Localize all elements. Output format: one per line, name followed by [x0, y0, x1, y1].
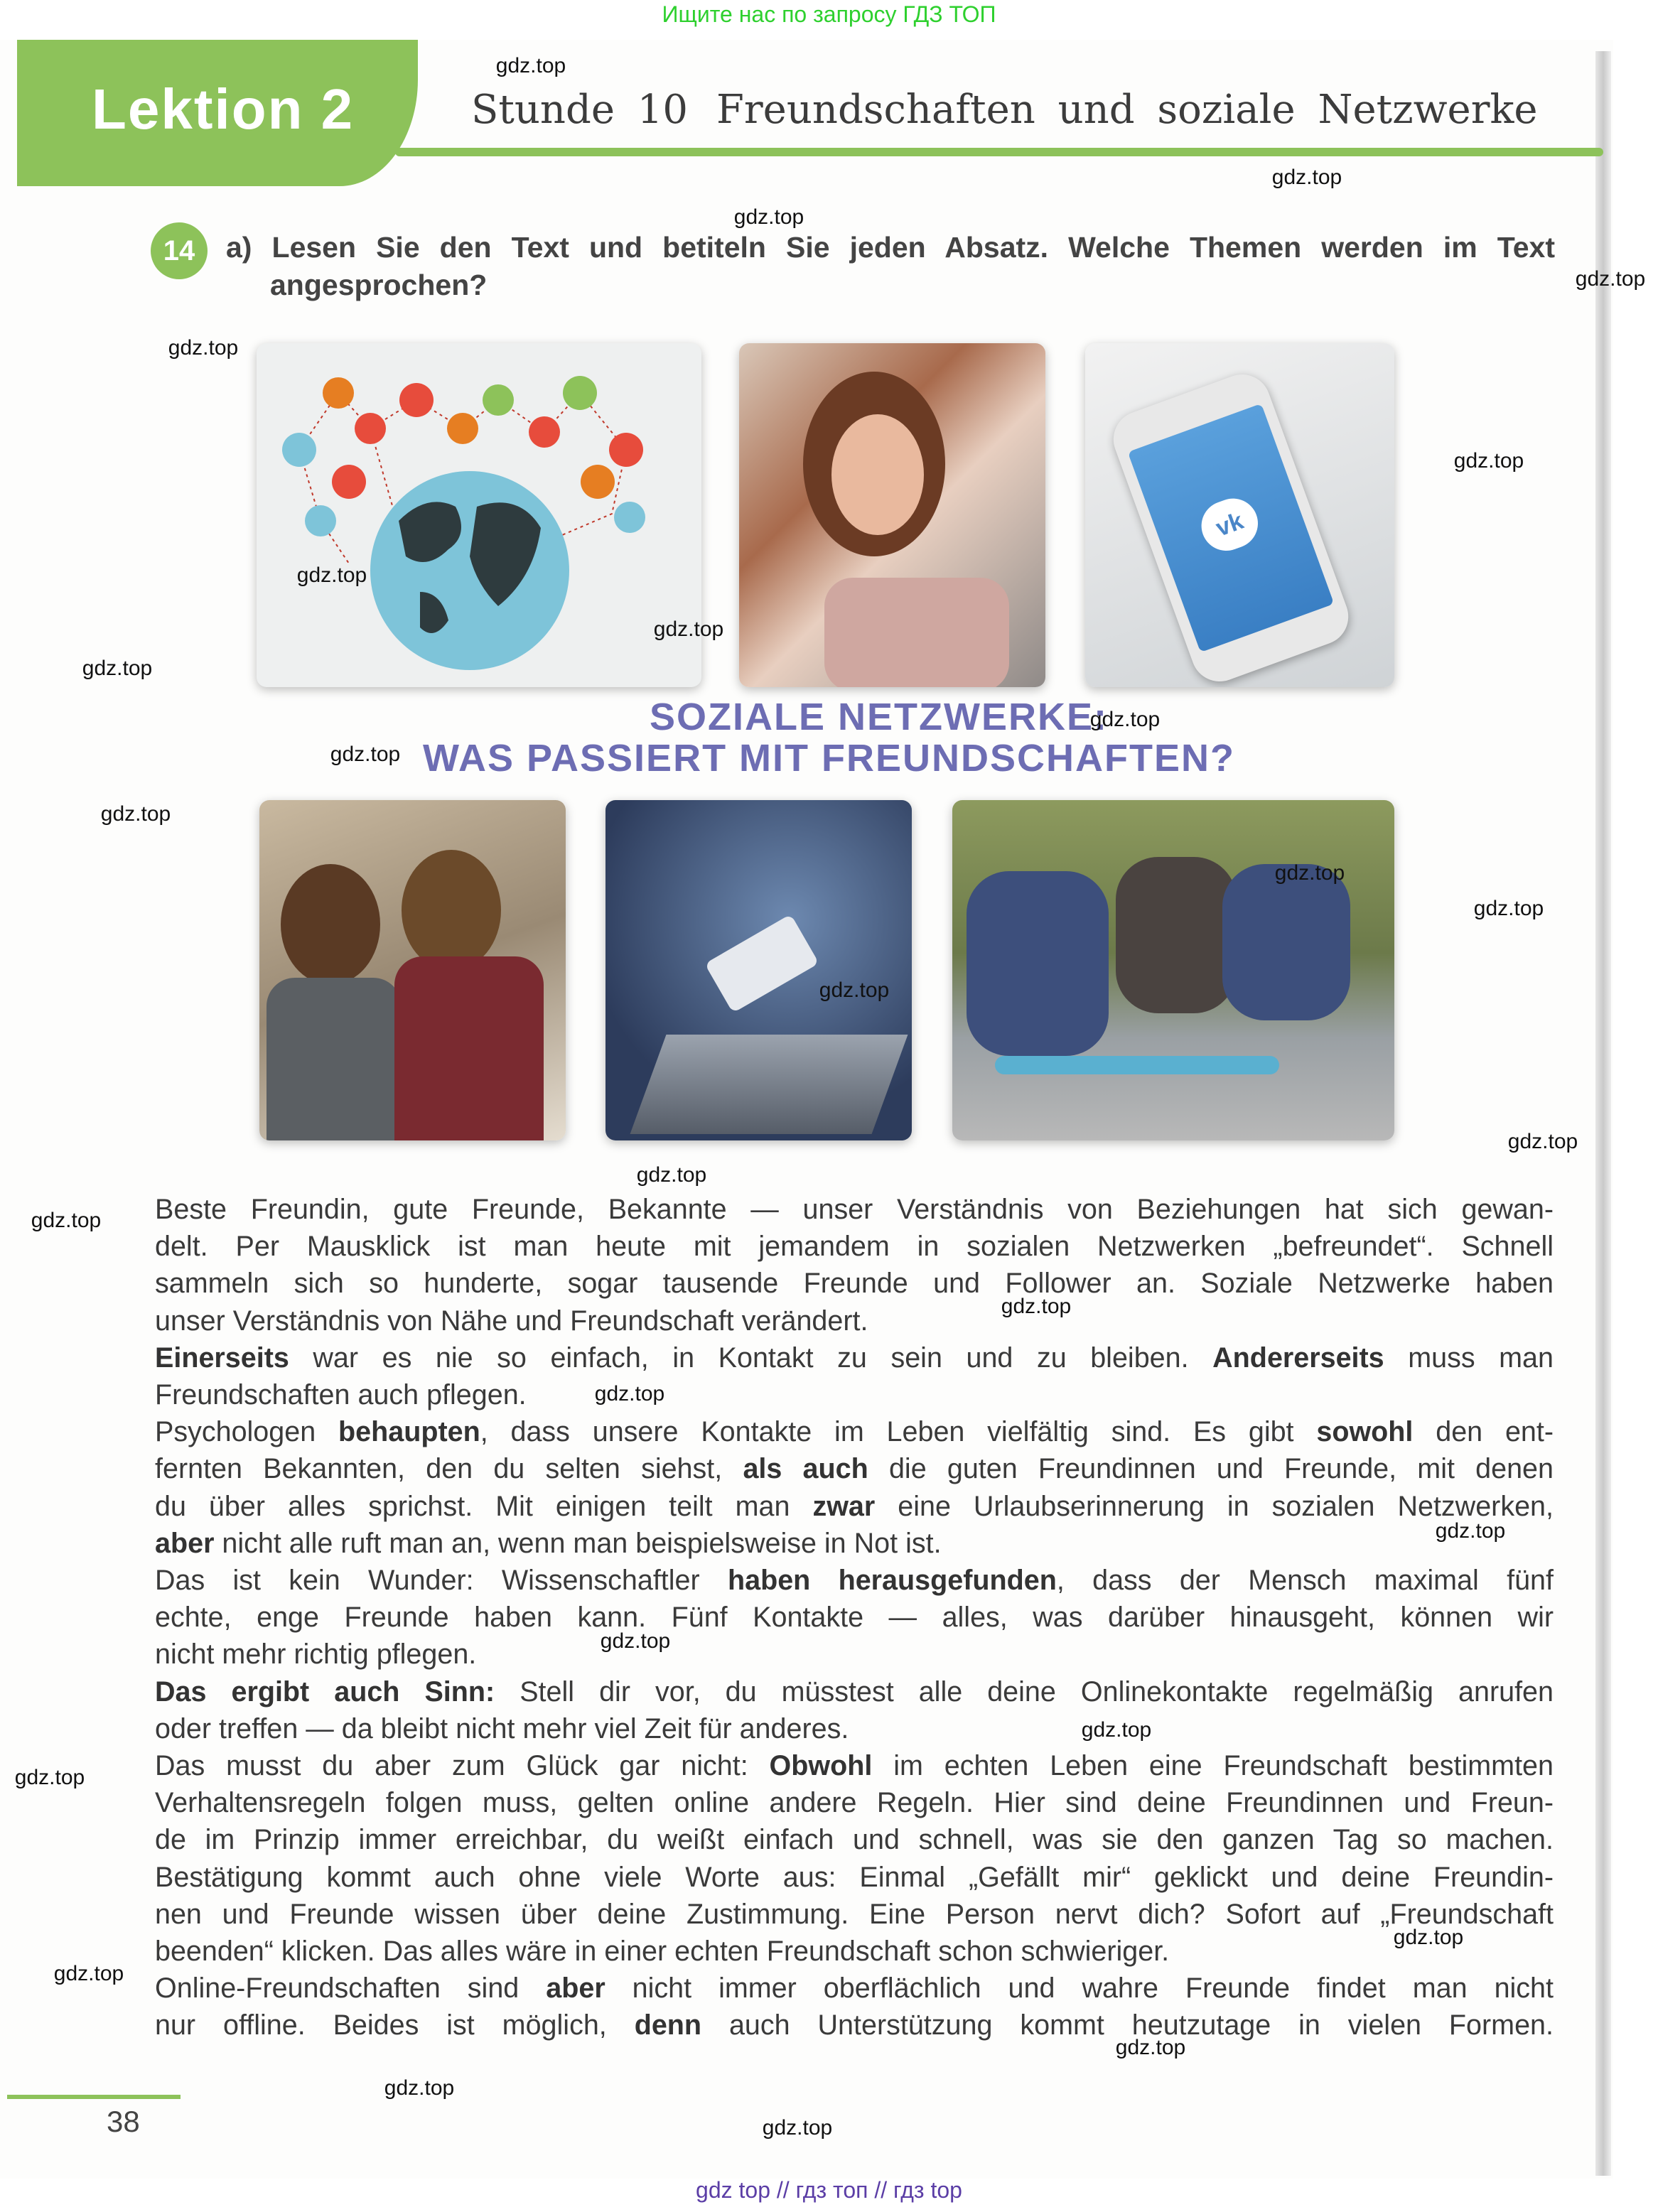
text-run: im echten Leben eine Freundschaft bestimmten	[872, 1750, 1554, 1782]
watermark: gdz.top	[1115, 2036, 1186, 2059]
text-run: oder treffen — da bleibt nicht mehr viel Zeit für anderes.	[155, 1712, 849, 1744]
watermark: gdz.top	[1507, 1130, 1578, 1153]
bold-phrase: Einerseits	[155, 1342, 289, 1374]
bold-phrase: sowohl	[1316, 1416, 1414, 1448]
lesson-label: Lektion 2	[92, 77, 355, 141]
text-run: delt. Per Mausklick ist man heute mit jemandem in sozialen Netzwerken „befreundet“. Schnell	[155, 1231, 1554, 1263]
text-run: nen und Freunde wissen über deine Zustimmung. Eine Person nervt dich? Sofort auf „Freundschaft	[155, 1898, 1554, 1930]
text-line	[155, 1821, 1554, 1858]
lesson-title: Freundschaften und soziale Netzwerke	[716, 87, 1538, 133]
watermark: gdz.top	[636, 1163, 707, 1187]
text-line	[155, 1228, 1554, 1265]
exercise-instruction	[226, 229, 1555, 304]
text-run: eine Urlaubserinnerung in sozialen Netzwerken,	[875, 1490, 1554, 1522]
lesson-number: Stunde 10	[471, 87, 689, 133]
text-line	[155, 1562, 1554, 1599]
page-number: 38	[107, 2105, 140, 2138]
watermark: gdz.top	[1575, 267, 1646, 291]
hand-phone-laptop-image	[605, 800, 912, 1140]
watermark: gdz.top	[495, 54, 566, 77]
text-run: war es nie so einfach, in Kontakt zu sein und zu bleiben.	[289, 1342, 1213, 1374]
bold-phrase: haben herausgefunden	[727, 1565, 1057, 1597]
teens-with-phones-image	[952, 800, 1394, 1140]
watermark: gdz.top	[1089, 708, 1161, 731]
text-line	[155, 1265, 1554, 1302]
text-line	[155, 1413, 1554, 1450]
bold-phrase: Obwohl	[769, 1750, 873, 1782]
text-run: die guten Freundinnen und Freunde, mit denen	[868, 1453, 1554, 1485]
instruction-line: a) Lesen Sie den Text und betiteln Sie jeden Absatz. Welche Themen werden im Text	[226, 231, 1555, 264]
text-line	[155, 1970, 1554, 2007]
page-edge	[1595, 51, 1611, 2176]
girl-with-phone-image	[739, 343, 1045, 687]
vk-logo-icon: vk	[1195, 492, 1265, 558]
watermark: gdz.top	[1001, 1295, 1072, 1318]
smartphone-vk-app-image	[1085, 343, 1394, 687]
bold-phrase: zwar	[812, 1490, 876, 1522]
watermark: gdz.top	[819, 978, 890, 1002]
watermark: gdz.top	[594, 1382, 665, 1406]
text-run: Stell dir vor, du müsstest alle deine Onlinekontakte regelmäßig anrufen	[495, 1676, 1554, 1707]
header-divider	[395, 148, 1603, 156]
watermark: gdz.top	[1435, 1519, 1506, 1543]
text-line	[155, 1710, 1554, 1747]
watermark: gdz.top	[653, 617, 724, 641]
text-run: beenden“ klicken. Das alles wäre in einer echten Freundschaft schon schwieriger.	[155, 1936, 1170, 1968]
text-line	[155, 1896, 1554, 1933]
text-run: auch Unterstützung kommt heutzutage in vielen Formen.	[701, 2009, 1554, 2041]
watermark: gdz.top	[296, 563, 367, 587]
watermark: gdz.top	[1473, 897, 1544, 920]
article-heading	[0, 696, 1658, 779]
text-run: sammeln sich so hunderte, sogar tausende Freunde und Follower an. Soziale Netzwerke haben	[155, 1268, 1554, 1300]
text-line	[155, 1191, 1554, 1228]
text-line	[155, 1673, 1554, 1710]
watermark: gdz.top	[31, 1209, 102, 1232]
social-network-globe-image	[257, 343, 701, 687]
watermark: gdz.top	[1274, 861, 1345, 885]
text-run: den ent-	[1413, 1416, 1554, 1448]
watermark: gdz.top	[168, 336, 239, 360]
search-banner[interactable]: Ищите нас по запросу ГДЗ ТОП	[662, 1, 996, 27]
text-run: Verhaltensregeln folgen muss, gelten online andere Regeln. Hier sind deine Freundinnen und Freun-	[155, 1787, 1554, 1819]
text-line	[155, 1784, 1554, 1821]
text-line	[155, 1376, 1554, 1413]
text-run: nur offline. Beides ist möglich,	[155, 2009, 635, 2041]
text-line	[155, 1302, 1554, 1339]
text-run: du über alles sprichst. Mit einigen teilt man	[155, 1490, 813, 1522]
instruction-line: angesprochen?	[270, 269, 488, 301]
bold-phrase: Andererseits	[1212, 1342, 1384, 1374]
bold-phrase: aber	[546, 1973, 605, 2005]
text-run: Freundschaften auch pflegen.	[155, 1379, 527, 1411]
watermark: gdz.top	[1453, 449, 1524, 473]
text-line	[155, 1525, 1554, 1562]
bold-phrase: aber	[155, 1527, 215, 1559]
globe-network-illustration	[257, 343, 701, 687]
watermark: gdz.top	[1393, 1926, 1464, 1949]
text-run: nicht alle ruft man an, wenn man beispielsweise in Not ist.	[214, 1527, 942, 1559]
text-line	[155, 1747, 1554, 1784]
bold-phrase: Das ergibt auch Sinn:	[155, 1676, 495, 1707]
text-line	[155, 1859, 1554, 1896]
text-run: Psychologen	[155, 1416, 338, 1448]
lesson-tab	[17, 40, 418, 186]
text-run: fernten Bekannten, den du selten siehst,	[155, 1453, 743, 1485]
text-line	[155, 1339, 1554, 1376]
text-run: nicht mehr richtig pflegen.	[155, 1639, 477, 1671]
heading-line-1: SOZIALE NETZWERKE:	[650, 696, 1108, 738]
watermark: gdz.top	[14, 1766, 85, 1789]
watermark: gdz.top	[53, 1962, 124, 1985]
watermark: gdz.top	[82, 657, 153, 680]
text-line	[155, 1636, 1554, 1673]
text-run: unser Verständnis von Nähe und Freundschaft verändert.	[155, 1305, 868, 1337]
watermark: gdz.top	[733, 205, 804, 229]
text-run: nicht immer oberflächlich und wahre Freunde findet man nicht	[605, 1973, 1554, 2005]
page-number-divider	[7, 2095, 181, 2099]
article-body	[155, 1191, 1554, 2044]
text-line	[155, 1488, 1554, 1525]
bold-phrase: denn	[634, 2009, 702, 2041]
text-line	[155, 1933, 1554, 1970]
watermark: gdz.top	[384, 2076, 455, 2100]
page-title	[471, 87, 1538, 133]
watermark: gdz.top	[330, 743, 401, 766]
text-run: de im Prinzip immer erreichbar, du weißt einfach und schnell, was sie den ganzen Tag so machen.	[155, 1824, 1554, 1856]
watermark: gdz.top	[762, 2116, 833, 2140]
text-run: muss man	[1384, 1342, 1554, 1374]
text-line	[155, 2007, 1554, 2044]
text-line	[155, 1450, 1554, 1487]
bold-phrase: behaupten	[338, 1416, 480, 1448]
footer-links[interactable]: gdz top // гдз топ // гдз top	[696, 2177, 962, 2203]
watermark: gdz.top	[600, 1629, 671, 1653]
text-run: , dass unsere Kontakte im Leben vielfältig sind. Es gibt	[480, 1416, 1317, 1448]
text-run: Bestätigung kommt auch ohne viele Worte aus: Einmal „Gefällt mir“ geklickt und deine Freundin-	[155, 1861, 1554, 1893]
watermark: gdz.top	[1081, 1718, 1152, 1742]
text-run: Beste Freundin, gute Freunde, Bekannte — unser Verständnis von Beziehungen hat sich gewan-	[155, 1194, 1554, 1225]
text-run: Das ist kein Wunder: Wissenschaftler	[155, 1565, 728, 1597]
text-run: Das musst du aber zum Glück gar nicht:	[155, 1750, 770, 1782]
text-run: echte, enge Freunde haben kann. Fünf Kontakte — alles, was darüber hinausgeht, können wir	[155, 1602, 1554, 1634]
text-run: Online-Freundschaften sind	[155, 1973, 547, 2005]
text-run: , dass der Mensch maximal fünf	[1056, 1565, 1554, 1597]
watermark: gdz.top	[1271, 166, 1342, 189]
watermark: gdz.top	[100, 802, 171, 826]
exercise-number-badge: 14	[151, 222, 208, 279]
bold-phrase: als auch	[743, 1453, 868, 1485]
two-boys-with-tablet-image	[259, 800, 566, 1140]
heading-line-2: WAS PASSIERT MIT FREUNDSCHAFTEN?	[423, 737, 1235, 779]
text-line	[155, 1599, 1554, 1636]
